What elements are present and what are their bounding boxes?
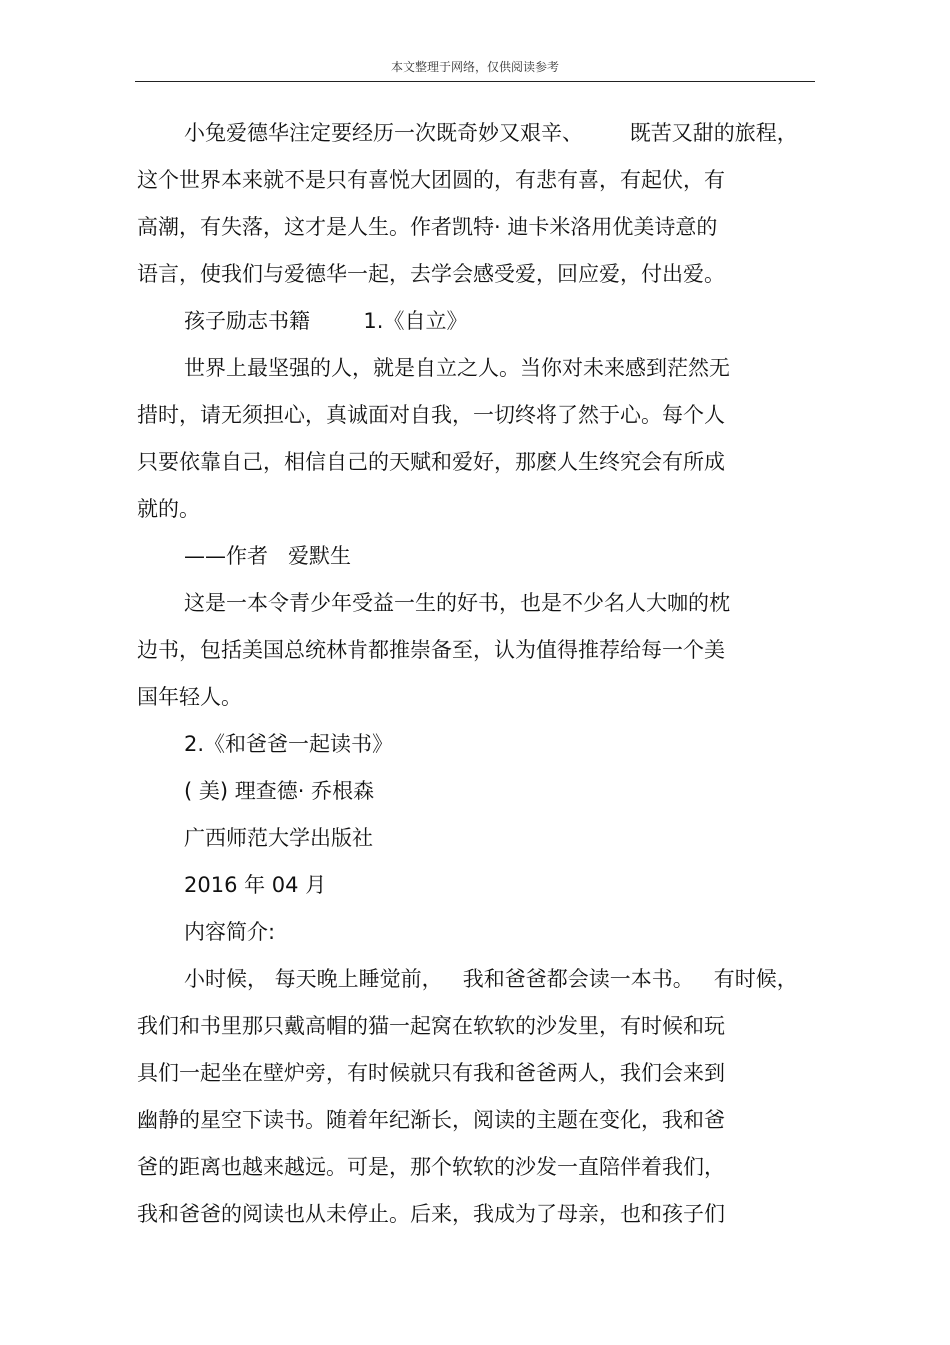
- text-line-1: 小兔爱德华注定要经历一次既奇妙又艰辛、 既苦又甜的旅程，: [184, 121, 798, 145]
- text-line-5: 孩子励志书籍 1.《自立》: [184, 309, 468, 333]
- text-line-24: 我和爸爸的阅读也从未停止。后来，我成为了母亲，也和孩子们: [137, 1202, 725, 1226]
- text-line-9: 就的。: [137, 497, 200, 521]
- text-line-20: 我们和书里那只戴高帽的猫一起窝在软软的沙发里，有时候和玩: [137, 1014, 725, 1038]
- text-line-12: 边书，包括美国总统林肯都推崇备至，认为值得推荐给每一个美: [137, 638, 725, 662]
- text-line-3: 高潮，有失落，这才是人生。作者凯特· 迪卡米洛用优美诗意的: [137, 215, 718, 239]
- text-line-2: 这个世界本来就不是只有喜悦大团圆的，有悲有喜，有起伏，有: [137, 168, 725, 192]
- text-line-21: 具们一起坐在壁炉旁，有时候就只有我和爸爸两人，我们会来到: [137, 1061, 725, 1085]
- text-line-8: 只要依靠自己，相信自己的天赋和爱好，那麽人生终究会有所成: [137, 450, 725, 474]
- text-line-19: 小时候， 每天晚上睡觉前， 我和爸爸都会读一本书。 有时候，: [184, 967, 798, 991]
- text-line-11: 这是一本令青少年受益一生的好书，也是不少名人大咖的枕: [184, 591, 730, 615]
- text-line-16: 广西师范大学出版社: [184, 826, 373, 850]
- text-line-14: 2.《和爸爸一起读书》: [184, 732, 394, 756]
- text-line-18: 内容简介:: [184, 920, 276, 944]
- text-line-13: 国年轻人。: [137, 685, 242, 709]
- text-line-17: 2016 年 04 月: [184, 873, 327, 897]
- text-line-10: ——作者 爱默生: [184, 544, 352, 568]
- text-line-15: ( 美) 理查德· 乔根森: [184, 779, 375, 803]
- text-line-23: 爸的距离也越来越远。可是，那个软软的沙发一直陪伴着我们，: [137, 1155, 725, 1179]
- text-line-7: 措时，请无须担心，真诚面对自我，一切终将了然于心。每个人: [137, 403, 725, 427]
- document-body: [137, 110, 817, 1238]
- header-note: 本文整理于网络，仅供阅读参考: [390, 60, 559, 74]
- text-line-4: 语言，使我们与爱德华一起，去学会感受爱，回应爱，付出爱。: [137, 262, 725, 286]
- text-line-22: 幽静的星空下读书。随着年纪渐长，阅读的主题在变化，我和爸: [137, 1108, 725, 1132]
- text-line-6: 世界上最坚强的人，就是自立之人。当你对未来感到茫然无: [184, 356, 730, 380]
- page-header: [135, 57, 815, 82]
